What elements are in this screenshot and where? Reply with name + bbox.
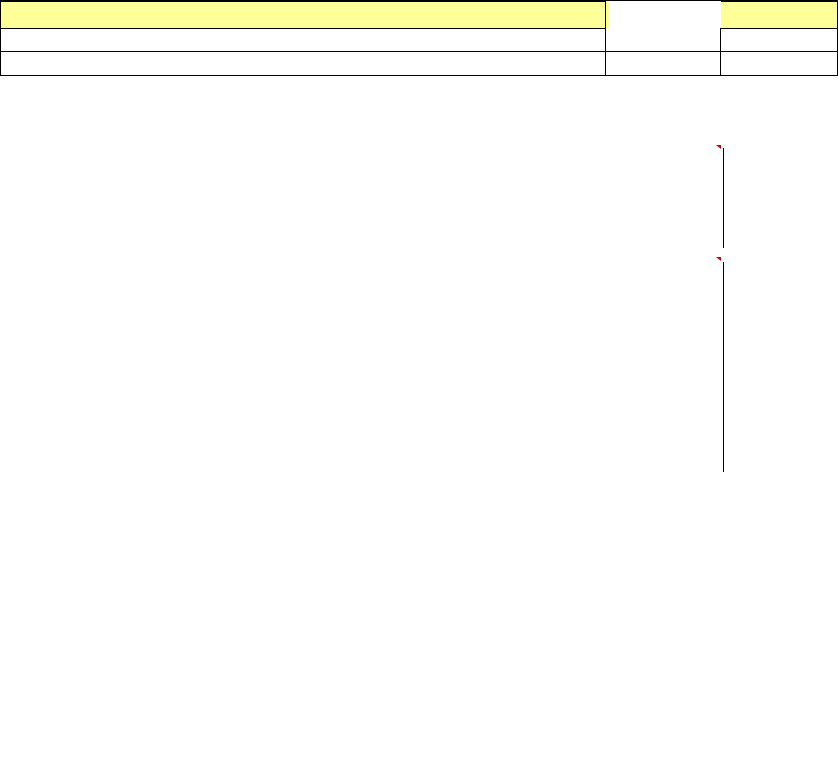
sheet-title[interactable] [0, 1, 606, 29]
trace-arrow-line [723, 148, 724, 248]
method-header[interactable] [0, 28, 606, 52]
header-row [0, 28, 838, 52]
column-header-2006[interactable] [721, 28, 838, 52]
column-header-2007[interactable] [606, 28, 721, 52]
currency-label-cell[interactable] [0, 52, 606, 76]
trace-arrow-line [723, 262, 724, 472]
currency-cell-2006[interactable] [721, 52, 838, 76]
title-blank-cell[interactable] [721, 1, 838, 29]
title-row [0, 0, 838, 29]
comment-marker-icon [716, 257, 721, 261]
currency-cell-2007[interactable] [606, 52, 721, 76]
comment-marker-icon [716, 145, 721, 149]
currency-row [0, 52, 838, 76]
